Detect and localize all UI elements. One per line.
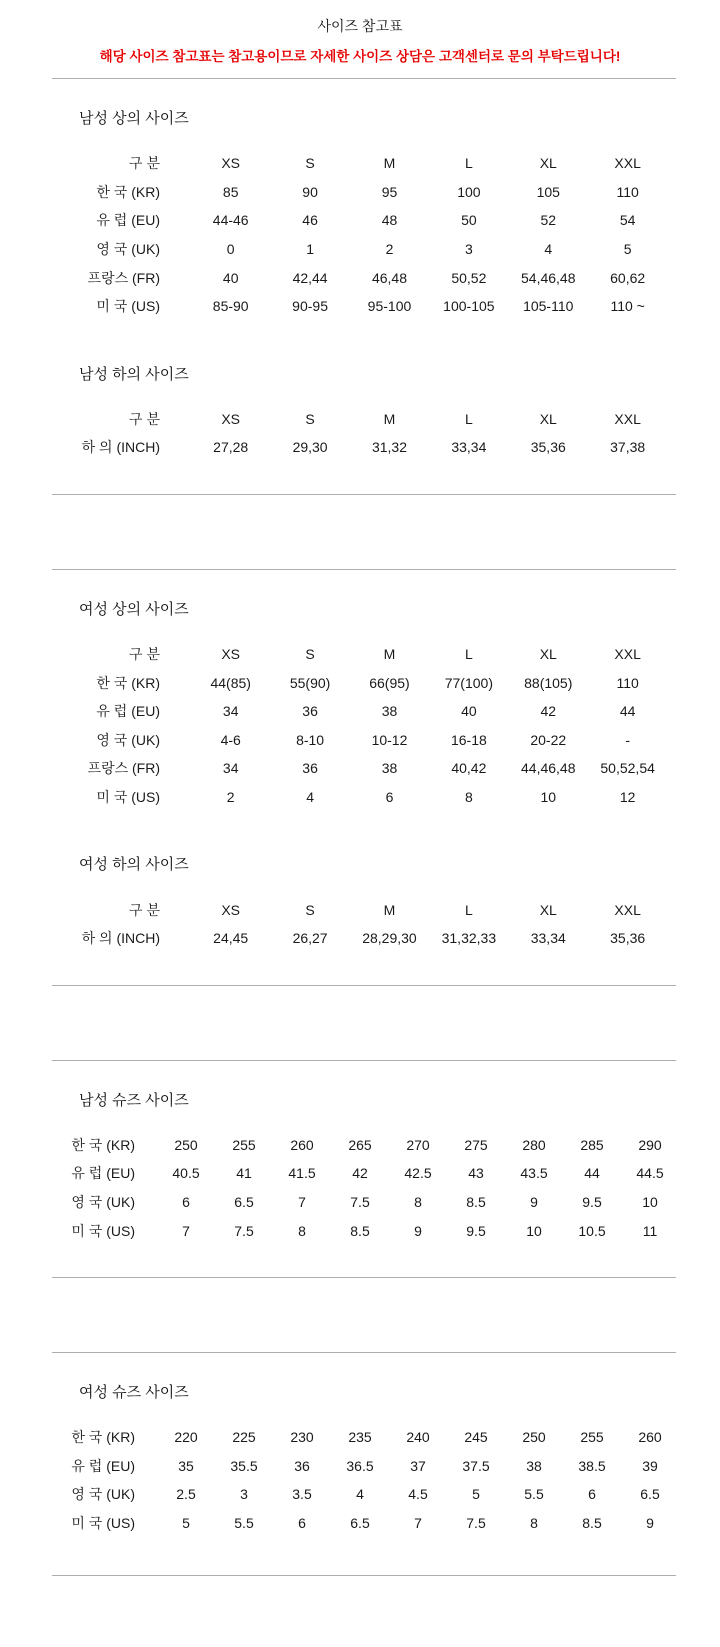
size-cell: 95 [381, 183, 398, 200]
table-row [0, 1423, 720, 1452]
size-cell: 5.5 [234, 1514, 254, 1531]
size-cell: 40,42 [451, 760, 487, 777]
size-cell: 7.5 [466, 1514, 486, 1531]
size-cell: 28,29,30 [362, 930, 417, 947]
row-label: 한 국 (KR) [96, 183, 160, 200]
size-cell: 66(95) [369, 674, 410, 691]
size-cell: 6.5 [234, 1193, 254, 1210]
size-cell: 54,46,48 [521, 269, 576, 286]
size-cell: 250 [522, 1429, 546, 1446]
size-cell: 60,62 [610, 269, 646, 286]
size-cell: 38 [526, 1457, 542, 1474]
column-header: L [464, 901, 473, 918]
size-table-womens-shoes [0, 1423, 720, 1537]
table-header-row [0, 149, 720, 178]
size-cell: 48 [381, 212, 398, 229]
table-header-row [0, 895, 720, 924]
column-header: XS [221, 410, 241, 427]
size-cell: 230 [290, 1429, 314, 1446]
size-cell: 44.5 [636, 1165, 664, 1182]
size-cell: 26,27 [292, 930, 328, 947]
row-values [191, 411, 667, 427]
table-row [0, 1451, 720, 1480]
column-header: XL [539, 155, 557, 172]
row-values [157, 1223, 679, 1239]
row-values [157, 1486, 679, 1502]
row-values [191, 675, 667, 691]
size-cell: 35,36 [530, 439, 566, 456]
size-cell: 37.5 [462, 1457, 490, 1474]
size-cell: 37 [410, 1457, 426, 1474]
size-cell: 41 [236, 1165, 252, 1182]
row-values [191, 212, 667, 228]
size-cell: 4 [544, 241, 553, 258]
row-values [191, 760, 667, 776]
row-label: 유 럽 (EU) [71, 1165, 135, 1182]
table-row [0, 1216, 720, 1245]
column-header: S [305, 410, 315, 427]
size-cell: 4 [356, 1486, 364, 1503]
size-cell: 36 [302, 703, 318, 720]
size-cell: 270 [406, 1136, 430, 1153]
size-cell: 43 [468, 1165, 484, 1182]
header-label: 구 분 [129, 155, 160, 172]
row-label: 영 국 (UK) [96, 731, 160, 748]
size-table-mens-bottom [0, 405, 720, 462]
size-cell: 110 ~ [610, 298, 645, 315]
row-values [191, 646, 667, 662]
size-cell: 245 [464, 1429, 488, 1446]
row-label: 유 럽 (EU) [96, 703, 160, 720]
size-cell: 38 [381, 703, 398, 720]
row-values [157, 1137, 679, 1153]
section-divider [52, 1277, 676, 1278]
column-header: M [383, 901, 396, 918]
size-cell: 77(100) [444, 674, 493, 691]
size-cell: 240 [406, 1429, 430, 1446]
section-title-mens-shoes: 남성 슈즈 사이즈 [79, 1091, 189, 1109]
size-cell: 29,30 [292, 439, 328, 456]
size-cell: 6.5 [640, 1486, 660, 1503]
size-cell: 7 [298, 1193, 306, 1210]
table-header-row [0, 640, 720, 669]
size-cell: 5 [182, 1514, 190, 1531]
row-values [191, 703, 667, 719]
size-cell: 52 [540, 212, 557, 229]
row-values [191, 789, 667, 805]
size-cell: 50 [461, 212, 477, 229]
size-cell: 2 [226, 789, 235, 806]
size-cell: 34 [222, 760, 239, 777]
column-header: XS [221, 901, 241, 918]
size-cell: 4-6 [220, 731, 241, 748]
table-row [0, 1509, 720, 1538]
column-header: M [383, 155, 396, 172]
column-header: XL [539, 646, 557, 663]
size-cell: 3 [464, 241, 473, 258]
size-cell: 42 [352, 1165, 368, 1182]
section-title-womens-shoes: 여성 슈즈 사이즈 [79, 1383, 189, 1401]
size-cell: 255 [232, 1136, 256, 1153]
row-values [157, 1429, 679, 1445]
row-label: 미 국 (US) [96, 298, 160, 315]
size-cell: 105-110 [523, 298, 574, 315]
size-cell: 280 [522, 1136, 546, 1153]
size-cell: 20-22 [530, 731, 567, 748]
size-cell: 3 [240, 1486, 248, 1503]
table-row [0, 433, 720, 462]
row-label: 한 국 (KR) [71, 1429, 135, 1446]
size-cell: 9 [414, 1222, 422, 1239]
size-cell: 260 [290, 1136, 314, 1153]
size-cell: 44(85) [210, 674, 251, 691]
size-cell: 6 [298, 1514, 306, 1531]
size-cell: 31,32 [371, 439, 407, 456]
row-label: 프랑스 (FR) [87, 760, 160, 777]
size-cell: 255 [580, 1429, 604, 1446]
section-divider [52, 1352, 676, 1353]
size-cell: 44,46,48 [521, 760, 576, 777]
size-cell: 40 [222, 269, 239, 286]
size-cell: 39 [642, 1457, 658, 1474]
column-header: L [464, 646, 473, 663]
size-cell: 50,52,54 [600, 760, 655, 777]
size-cell: 36 [294, 1457, 310, 1474]
row-label: 유 럽 (EU) [71, 1457, 135, 1474]
size-cell: 6 [588, 1486, 596, 1503]
row-label: 하 의 (INCH) [81, 930, 160, 947]
size-cell: 42.5 [404, 1165, 432, 1182]
table-row [0, 1480, 720, 1509]
row-values [157, 1515, 679, 1531]
size-cell: 95-100 [367, 298, 412, 315]
size-cell: 235 [348, 1429, 372, 1446]
section-divider [52, 494, 676, 495]
table-row [0, 1188, 720, 1217]
size-cell: 8 [464, 789, 473, 806]
table-row [0, 1131, 720, 1160]
size-cell: 8 [530, 1514, 538, 1531]
size-cell: 85-90 [212, 298, 249, 315]
section-divider [52, 569, 676, 570]
table-row [0, 292, 720, 321]
row-values [157, 1458, 679, 1474]
row-label: 영 국 (UK) [96, 241, 160, 258]
size-cell: 55(90) [289, 674, 331, 691]
header-label: 구 분 [129, 901, 160, 918]
size-cell: 27,28 [213, 439, 249, 456]
size-cell: - [625, 731, 630, 748]
table-row [0, 178, 720, 207]
section-divider [52, 78, 676, 79]
column-header: S [305, 901, 315, 918]
row-label: 한 국 (KR) [71, 1136, 135, 1153]
size-cell: 6 [182, 1193, 190, 1210]
column-header: L [464, 155, 473, 172]
row-values [191, 902, 667, 918]
table-row [0, 726, 720, 755]
table-row [0, 924, 720, 953]
size-cell: 35,36 [610, 930, 646, 947]
size-cell: 8 [414, 1193, 422, 1210]
row-values [191, 241, 667, 257]
size-cell: 40.5 [172, 1165, 200, 1182]
size-cell: 41.5 [288, 1165, 316, 1182]
section-divider [52, 985, 676, 986]
column-header: M [383, 646, 396, 663]
size-cell: 10.5 [578, 1222, 606, 1239]
column-header: XXL [614, 410, 641, 427]
size-cell: 7.5 [234, 1222, 254, 1239]
size-cell: 5.5 [524, 1486, 544, 1503]
column-header: XXL [614, 155, 641, 172]
size-cell: 6.5 [350, 1514, 370, 1531]
size-cell: 10-12 [371, 731, 408, 748]
size-cell: 265 [348, 1136, 372, 1153]
size-cell: 44-46 [212, 212, 249, 229]
size-cell: 260 [638, 1429, 662, 1446]
section-mens-bottom [0, 365, 720, 462]
row-values [157, 1165, 679, 1181]
section-title-mens-bottom: 남성 하의 사이즈 [79, 365, 189, 383]
size-cell: 31,32,33 [441, 930, 497, 947]
section-divider [52, 1060, 676, 1061]
section-mens-shoes [0, 1091, 720, 1245]
table-row [0, 783, 720, 812]
size-cell: 88(105) [524, 674, 573, 691]
size-cell: 33,34 [530, 930, 566, 947]
size-cell: 220 [174, 1429, 198, 1446]
size-cell: 40 [461, 703, 477, 720]
size-cell: 10 [526, 1222, 542, 1239]
table-row [0, 263, 720, 292]
size-cell: 24,45 [213, 930, 249, 947]
table-row [0, 668, 720, 697]
row-values [191, 270, 667, 286]
size-cell: 2.5 [176, 1486, 196, 1503]
size-cell: 1 [306, 241, 314, 258]
size-cell: 250 [174, 1136, 198, 1153]
size-cell: 36 [302, 760, 318, 777]
size-cell: 100 [457, 183, 481, 200]
size-cell: 3.5 [292, 1486, 312, 1503]
table-header-row [0, 405, 720, 434]
section-title-womens-top: 여성 상의 사이즈 [79, 600, 189, 618]
size-cell: 38.5 [578, 1457, 606, 1474]
row-label: 영 국 (UK) [71, 1486, 135, 1503]
page-title: 사이즈 참고표 [317, 18, 403, 34]
size-cell: 43.5 [520, 1165, 548, 1182]
size-cell: 4.5 [408, 1486, 428, 1503]
size-cell: 90-95 [292, 298, 328, 315]
size-cell: 9.5 [582, 1193, 602, 1210]
size-cell: 8.5 [350, 1222, 370, 1239]
size-cell: 9 [646, 1514, 654, 1531]
size-table-womens-bottom [0, 895, 720, 952]
size-cell: 5 [623, 241, 632, 258]
size-cell: 8 [298, 1222, 306, 1239]
size-cell: 54 [619, 212, 636, 229]
section-womens-bottom [0, 855, 720, 952]
size-cell: 0 [226, 241, 235, 258]
size-cell: 42 [540, 703, 557, 720]
row-label: 미 국 (US) [71, 1222, 135, 1239]
row-label: 영 국 (UK) [71, 1193, 135, 1210]
size-cell: 33,34 [451, 439, 487, 456]
header-label: 구 분 [129, 410, 160, 427]
size-cell: 8.5 [582, 1514, 602, 1531]
section-mens-top [0, 109, 720, 321]
size-cell: 37,38 [610, 439, 646, 456]
size-cell: 90 [302, 183, 318, 200]
row-label: 미 국 (US) [96, 789, 160, 806]
size-cell: 50,52 [451, 269, 487, 286]
size-cell: 6 [385, 789, 394, 806]
size-cell: 34 [222, 703, 239, 720]
column-header: XL [539, 410, 557, 427]
row-label: 미 국 (US) [71, 1514, 135, 1531]
size-cell: 46 [302, 212, 318, 229]
size-cell: 36.5 [346, 1457, 374, 1474]
size-table-mens-top [0, 149, 720, 321]
size-cell: 290 [638, 1136, 662, 1153]
size-cell: 105 [536, 183, 560, 200]
row-label: 프랑스 (FR) [87, 269, 160, 286]
row-values [191, 439, 667, 455]
section-womens-shoes [0, 1383, 720, 1537]
size-cell: 85 [222, 183, 239, 200]
size-cell: 225 [232, 1429, 256, 1446]
column-header: L [464, 410, 473, 427]
size-cell: 8-10 [296, 731, 325, 748]
table-row [0, 754, 720, 783]
size-cell: 42,44 [292, 269, 328, 286]
size-cell: 7 [414, 1514, 422, 1531]
row-values [157, 1194, 679, 1210]
size-cell: 4 [306, 789, 314, 806]
size-cell: 10 [642, 1193, 658, 1210]
size-cell: 9.5 [466, 1222, 486, 1239]
row-values [191, 930, 667, 946]
size-cell: 7.5 [350, 1193, 370, 1210]
size-cell: 35 [178, 1457, 194, 1474]
size-cell: 110 [616, 674, 639, 691]
size-cell: 275 [464, 1136, 488, 1153]
size-cell: 2 [385, 241, 394, 258]
section-title-mens-top: 남성 상의 사이즈 [79, 110, 189, 127]
size-cell: 35.5 [230, 1457, 258, 1474]
section-title-womens-bottom: 여성 하의 사이즈 [79, 856, 189, 874]
size-table-mens-shoes [0, 1131, 720, 1245]
column-header: XL [539, 901, 557, 918]
size-cell: 46,48 [371, 269, 407, 286]
size-cell: 100-105 [443, 298, 495, 315]
size-table-womens-top [0, 640, 720, 812]
column-header: XXL [614, 646, 641, 663]
column-header: XS [221, 646, 241, 663]
size-cell: 11 [642, 1222, 658, 1239]
size-cell: 44 [619, 703, 636, 720]
size-cell: 16-18 [450, 731, 487, 748]
row-label: 한 국 (KR) [96, 674, 160, 691]
notice-text: 해당 사이즈 참고표는 참고용이므로 자세한 사이즈 상담은 고객센터로 문의 부탁드립니다! [99, 49, 621, 64]
row-values [191, 298, 667, 314]
size-cell: 44 [584, 1165, 600, 1182]
size-cell: 12 [619, 789, 636, 806]
size-cell: 285 [580, 1136, 604, 1153]
column-header: XXL [614, 901, 641, 918]
size-cell: 9 [530, 1193, 538, 1210]
row-values [191, 184, 667, 200]
section-divider [52, 1575, 676, 1576]
row-label: 하 의 (INCH) [81, 439, 160, 456]
header-label: 구 분 [129, 646, 160, 663]
table-row [0, 697, 720, 726]
column-header: S [305, 155, 315, 172]
row-values [191, 732, 667, 748]
size-cell: 38 [381, 760, 398, 777]
table-row [0, 1159, 720, 1188]
row-label: 유 럽 (EU) [96, 212, 160, 229]
size-cell: 10 [540, 789, 557, 806]
column-header: S [305, 646, 315, 663]
table-row [0, 206, 720, 235]
size-cell: 110 [616, 183, 639, 200]
table-row [0, 235, 720, 264]
size-cell: 7 [182, 1222, 190, 1239]
row-values [191, 155, 667, 171]
section-womens-top [0, 600, 720, 812]
size-cell: 5 [472, 1486, 480, 1503]
column-header: XS [221, 155, 241, 172]
column-header: M [383, 410, 396, 427]
size-cell: 8.5 [466, 1193, 486, 1210]
